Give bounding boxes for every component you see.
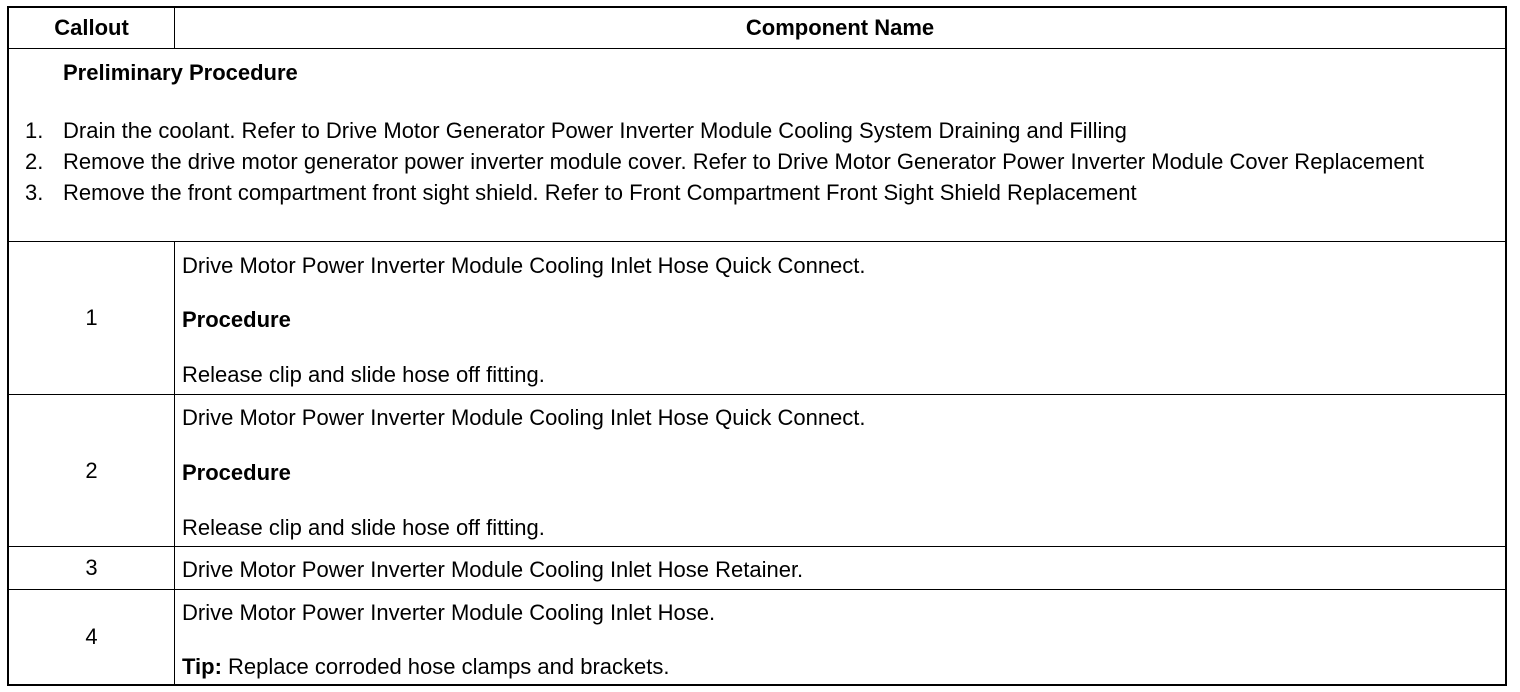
component-cell xyxy=(175,590,1505,684)
step-number: 1. xyxy=(25,118,44,143)
table-row xyxy=(9,242,1505,395)
component-cell xyxy=(175,242,1505,394)
preliminary-procedure-row xyxy=(9,49,1505,242)
table-header-row xyxy=(9,8,1505,49)
component-name: Drive Motor Power Inverter Module Cooling Inlet Hose Retainer. xyxy=(182,557,804,582)
header-callout-cell xyxy=(9,8,175,48)
preliminary-steps-list xyxy=(25,115,1465,208)
table-row xyxy=(9,547,1505,590)
component-name: Drive Motor Power Inverter Module Cooling Inlet Hose Quick Connect. xyxy=(182,405,866,430)
callout-cell xyxy=(9,547,175,589)
procedure-label: Procedure xyxy=(182,460,291,485)
tip-line xyxy=(182,654,670,680)
step-text: Drain the coolant. Refer to Drive Motor Generator Power Inverter Module Cooling System Draining and Filling xyxy=(63,118,1127,143)
callout-cell xyxy=(9,590,175,684)
tip-text: Replace corroded hose clamps and brackets. xyxy=(221,654,670,679)
callout-cell xyxy=(9,395,175,546)
step-number: 3. xyxy=(25,180,44,205)
preliminary-procedure-title: Preliminary Procedure xyxy=(63,60,298,85)
callout-number: 4 xyxy=(85,624,98,649)
procedure-label: Procedure xyxy=(182,307,291,332)
step-number: 2. xyxy=(25,149,44,174)
component-cell xyxy=(175,395,1505,546)
callout-number: 3 xyxy=(85,555,98,580)
callout-number: 2 xyxy=(85,457,98,483)
component-name: Drive Motor Power Inverter Module Cooling Inlet Hose. xyxy=(182,600,716,625)
preliminary-step xyxy=(25,115,1465,146)
callout-cell xyxy=(9,242,175,394)
table-row xyxy=(9,590,1505,684)
preliminary-step xyxy=(25,146,1465,177)
component-cell xyxy=(175,547,1505,589)
component-name: Drive Motor Power Inverter Module Cooling Inlet Hose Quick Connect. xyxy=(182,253,866,278)
header-component-cell xyxy=(175,8,1505,48)
procedure-table xyxy=(7,6,1507,686)
procedure-text: Release clip and slide hose off fitting. xyxy=(182,362,545,387)
callout-number: 1 xyxy=(85,305,98,330)
header-callout: Callout xyxy=(54,15,129,40)
step-text: Remove the front compartment front sight shield. Refer to Front Compartment Front Sight Shield Replacement xyxy=(63,180,1137,205)
procedure-text: Release clip and slide hose off fitting. xyxy=(182,515,545,540)
table-row xyxy=(9,395,1505,547)
preliminary-step xyxy=(25,177,1465,208)
header-component-name: Component Name xyxy=(745,15,935,40)
tip-label: Tip: xyxy=(182,654,222,679)
step-text: Remove the drive motor generator power inverter module cover. Refer to Drive Motor Generator Power Inverter Module Cover Replacement xyxy=(63,149,1424,174)
